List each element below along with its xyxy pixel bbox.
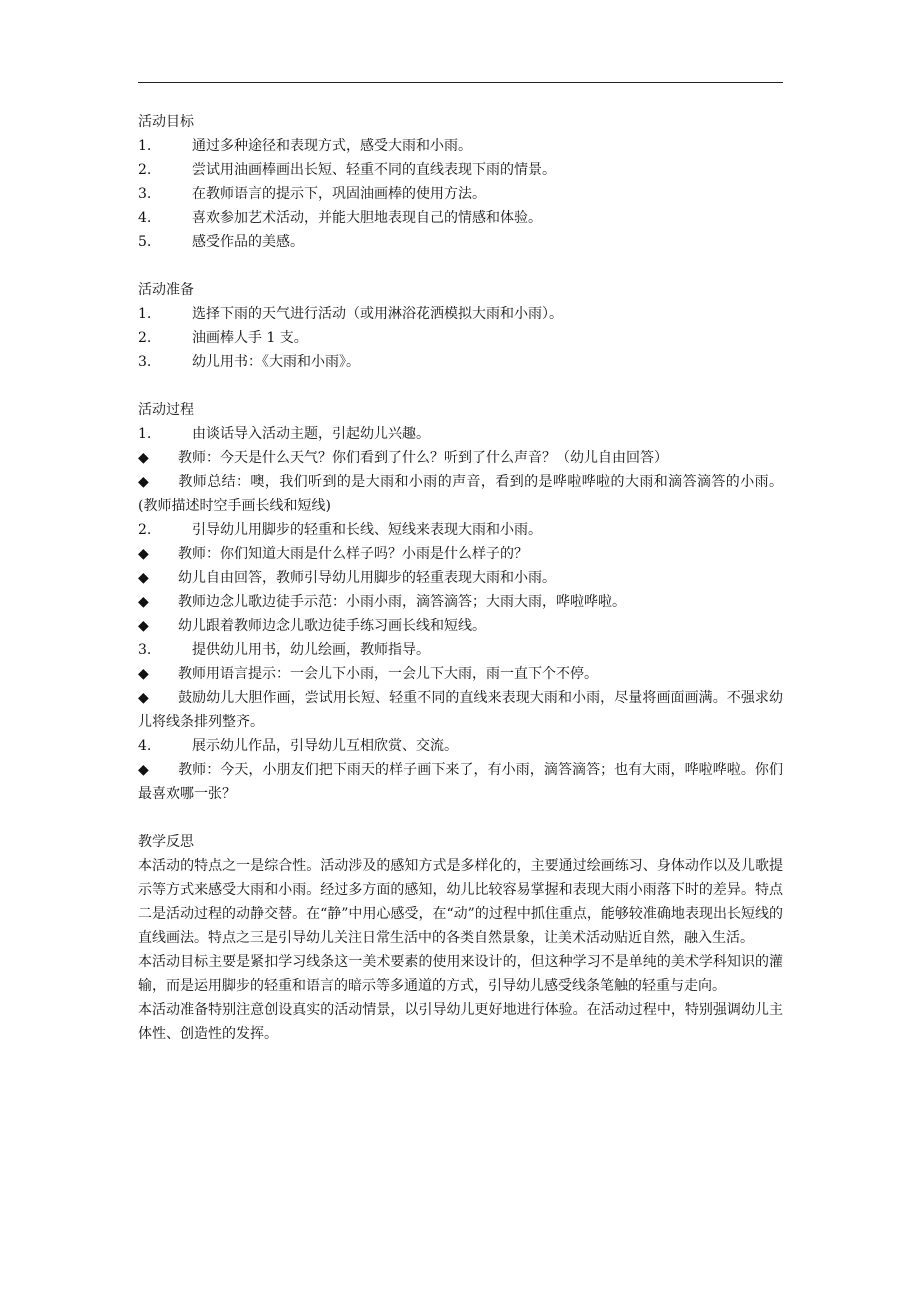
process-bullet-item: ◆ 教师：你们知道大雨是什么样子吗？小雨是什么样子的？	[138, 542, 783, 566]
process-step: 3. 提供幼儿用书，幼儿绘画，教师指导。	[138, 642, 430, 658]
process-step: 2. 引导幼儿用脚步的轻重和长线、短线来表现大雨和小雨。	[138, 522, 542, 538]
process-bullet-item: ◆ 教师边念儿歌边徒手示范：小雨小雨，滴答滴答；大雨大雨，哗啦哗啦。	[138, 590, 783, 614]
reflection-paragraph: 本活动准备特别注意创设真实的活动情景，以引导幼儿更好地进行体验。在活动过程中，特别强调幼儿主体性、创造性的发挥。	[138, 1002, 783, 1042]
diamond-bullet-icon: ◆	[138, 690, 149, 706]
process-bullet-item: ◆ 幼儿自由回答，教师引导幼儿用脚步的轻重表现大雨和小雨。	[138, 566, 783, 590]
reflection-heading: 教学反思	[138, 834, 194, 850]
diamond-bullet-icon: ◆	[138, 570, 149, 586]
diamond-bullet-icon: ◆	[138, 594, 149, 610]
process-bullet-item: ◆ 教师：今天是什么天气？你们看到了什么？听到了什么声音？（幼儿自由回答）	[138, 446, 783, 470]
reflection-paragraph: 本活动目标主要是紧扣学习线条这一美术要素的使用来设计的，但这种学习不是单纯的美术学科知识的灌输，而是运用脚步的轻重和语言的暗示等多通道的方式，引导幼儿感受线条笔触的轻重与走向。	[138, 954, 783, 994]
diamond-bullet-icon: ◆	[138, 450, 149, 466]
header-rule	[138, 82, 783, 83]
process-step: 1. 由谈话导入活动主题，引起幼儿兴趣。	[138, 426, 430, 442]
process-bullet-item: ◆ 鼓励幼儿大胆作画，尝试用长短、轻重不同的直线来表现大雨和小雨，尽量将画面画满。不强求幼儿将线条排列整齐。	[138, 686, 783, 734]
reflection-section	[138, 830, 783, 1046]
process-bullet-item: ◆ 教师：今天，小朋友们把下雨天的样子画下来了，有小雨，滴答滴答；也有大雨，哗啦哗啦。你们最喜欢哪一张？	[138, 758, 783, 806]
process-bullet-item: ◆ 教师用语言提示：一会儿下小雨，一会儿下大雨，雨一直下个不停。	[138, 662, 783, 686]
process-bullet-item: ◆ 教师总结：噢，我们听到的是大雨和小雨的声音，看到的是哗啦哗啦的大雨和滴答滴答的小雨。(教师描述时空手画长线和短线)	[138, 470, 783, 518]
goal-item: 1. 通过多种途径和表现方式，感受大雨和小雨。	[138, 138, 472, 154]
prep-item: 2. 油画棒人手 1 支。	[138, 330, 308, 346]
prep-heading: 活动准备	[138, 282, 194, 298]
process-section	[138, 398, 783, 806]
goal-item: 3. 在教师语言的提示下，巩固油画棒的使用方法。	[138, 186, 486, 202]
goals-section	[138, 110, 783, 254]
diamond-bullet-icon: ◆	[138, 546, 149, 562]
goal-item: 2. 尝试用油画棒画出长短、轻重不同的直线表现下雨的情景。	[138, 162, 556, 178]
diamond-bullet-icon: ◆	[138, 618, 149, 634]
diamond-bullet-icon: ◆	[138, 474, 149, 490]
prep-item: 3. 幼儿用书：《大雨和小雨》。	[138, 354, 360, 370]
diamond-bullet-icon: ◆	[138, 762, 149, 778]
process-bullet-item: ◆ 幼儿跟着教师边念儿歌边徒手练习画长线和短线。	[138, 614, 783, 638]
goal-item: 5. 感受作品的美感。	[138, 234, 304, 250]
goal-item: 4. 喜欢参加艺术活动，并能大胆地表现自己的情感和体验。	[138, 210, 542, 226]
process-heading: 活动过程	[138, 402, 194, 418]
prep-section	[138, 278, 783, 374]
process-step: 4. 展示幼儿作品，引导幼儿互相欣赏、交流。	[138, 738, 458, 754]
diamond-bullet-icon: ◆	[138, 666, 149, 682]
document-body	[138, 110, 783, 1070]
prep-item: 1. 选择下雨的天气进行活动（或用淋浴花洒模拟大雨和小雨）。	[138, 306, 563, 322]
reflection-paragraph: 本活动的特点之一是综合性。活动涉及的感知方式是多样化的，主要通过绘画练习、身体动作以及儿歌提示等方式来感受大雨和小雨。经过多方面的感知，幼儿比较容易掌握和表现大雨小雨落下时的差异。特点二是活动过程的动静交替。在“静”中用心感受，在“动”的过程中抓住重点，能够较准确地表现出长短线的直线画法。特点之三是引导幼儿关注日常生活中的各类自然景象，让美术活动贴近自然，融入生活。	[138, 858, 783, 946]
goals-heading: 活动目标	[138, 114, 194, 130]
